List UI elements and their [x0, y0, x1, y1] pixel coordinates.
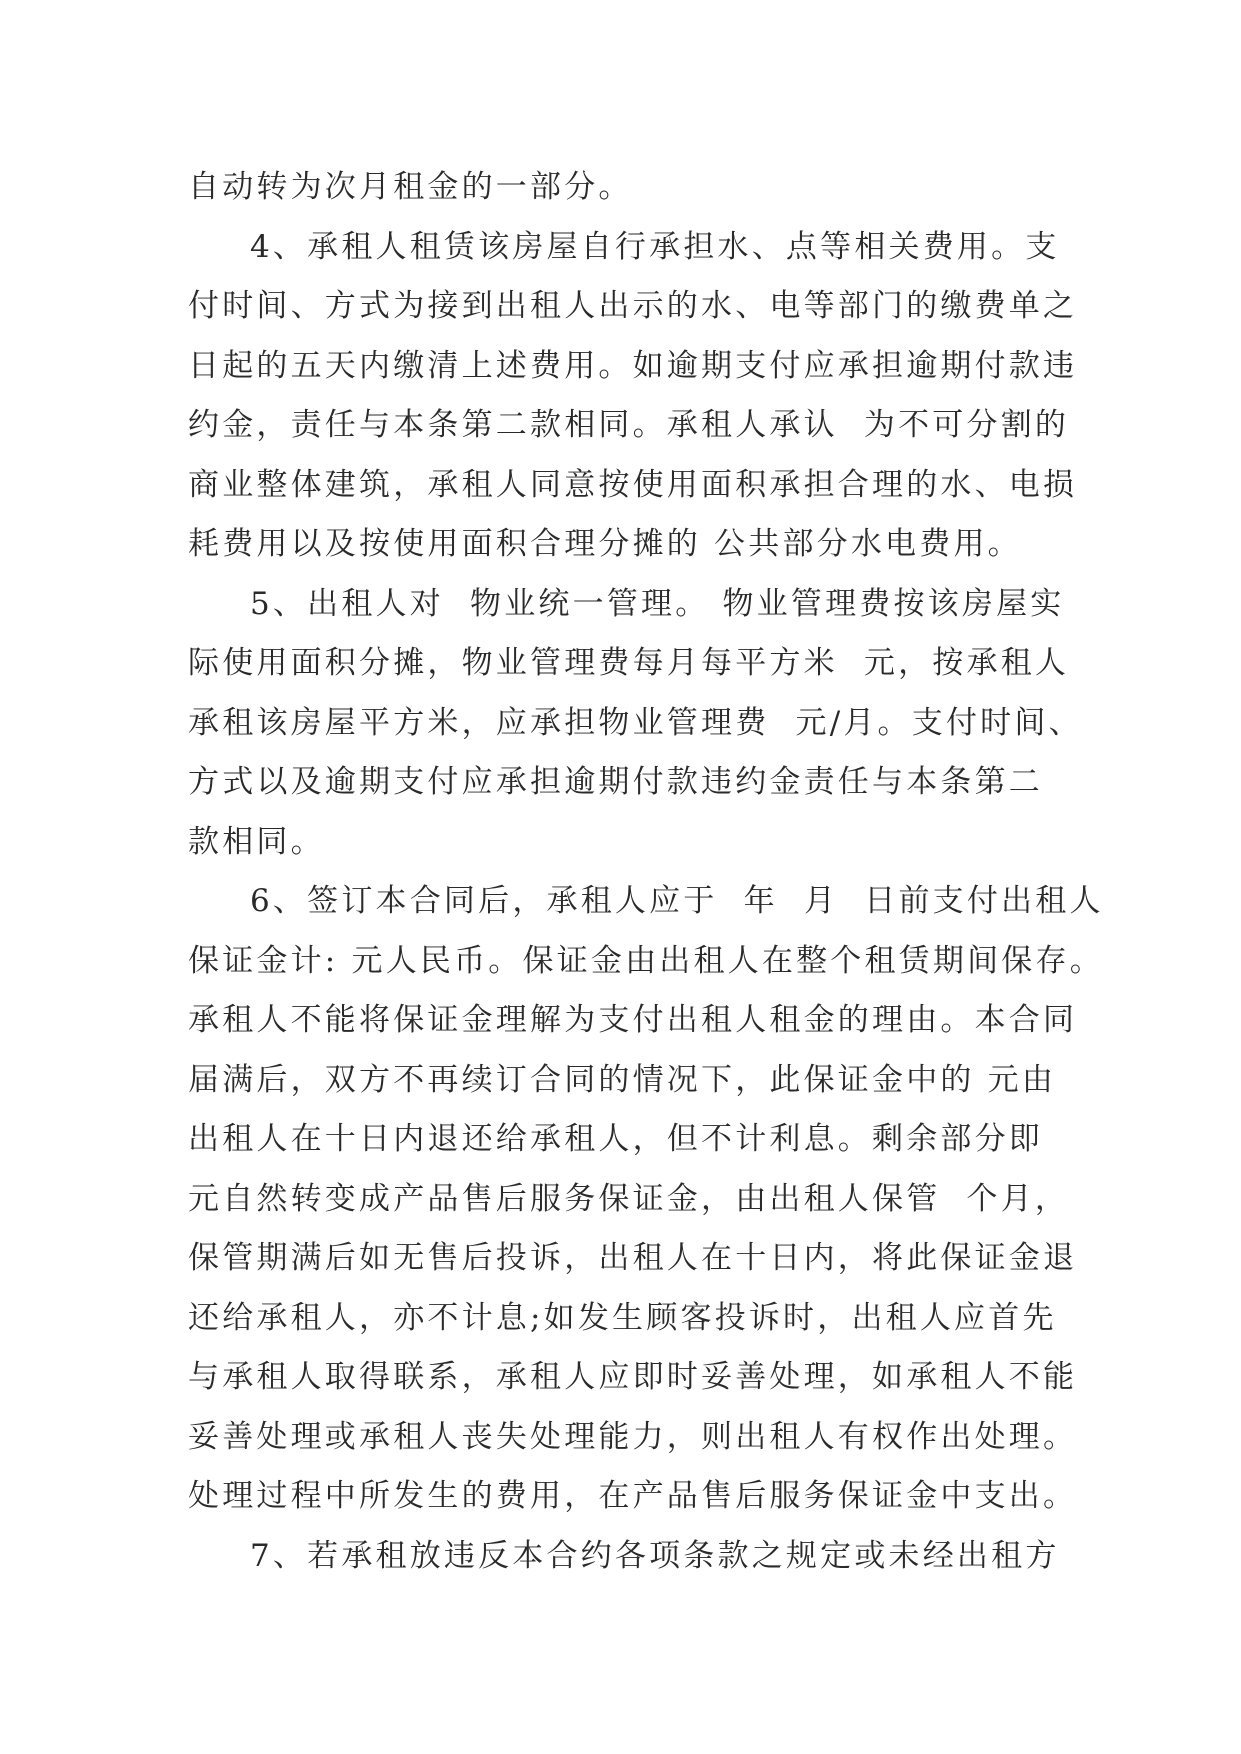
text-line: 与承租人取得联系，承租人应即时妥善处理，如承租人不能	[188, 1359, 1078, 1395]
clause-5-first-line: 5、出租人对 物业统一管理。 物业管理费按该房屋实	[250, 585, 1065, 622]
contract-body-text	[188, 158, 1188, 1586]
text-line: 耗费用以及按使用面积合理分摊的 公共部分水电费用。	[188, 526, 1022, 562]
clause-7-first-line: 7、若承租放违反本合约各项条款之规定或未经出租方	[250, 1537, 1060, 1574]
text-line: 际使用面积分摊，物业管理费每月每平方米 元，按承租人	[188, 645, 1070, 681]
text-line: 方式以及逾期支付应承担逾期付款违约金责任与本条第二	[188, 764, 1043, 800]
clause-4-first-line: 4、承租人租赁该房屋自行承担水、点等相关费用。支	[250, 228, 1060, 265]
text-line: 自动转为次月租金的一部分。	[188, 169, 633, 205]
text-line: 元自然转变成产品售后服务保证金，由出租人保管 个月，	[188, 1180, 1070, 1217]
text-line: 付时间、方式为接到出租人出示的水、电等部门的缴费单之	[188, 288, 1078, 324]
text-line: 保管期满后如无售后投诉，出租人在十日内，将此保证金退	[188, 1240, 1078, 1276]
text-line: 商业整体建筑，承租人同意按使用面积承担合理的水、电损	[188, 466, 1078, 503]
text-line: 款相同。	[188, 823, 325, 860]
text-line: 还给承租人，亦不计息;如发生顾客投诉时，出租人应首先	[188, 1299, 1057, 1336]
text-line: 处理过程中所发生的费用，在产品售后服务保证金中支出。	[188, 1478, 1078, 1514]
text-line: 妥善处理或承租人丧失处理能力，则出租人有权作出处理。	[188, 1418, 1078, 1455]
text-line: 约金，责任与本条第二款相同。承租人承认 为不可分割的	[188, 407, 1070, 443]
text-line: 承租该房屋平方米，应承担物业管理费 元/月。支付时间、	[188, 704, 1083, 741]
text-line: 日起的五天内缴清上述费用。如逾期支付应承担逾期付款违	[188, 347, 1078, 384]
text-line: 届满后，双方不再续订合同的情况下，此保证金中的 元由	[188, 1061, 1057, 1098]
clause-6-first-line: 6、签订本合同后，承租人应于 年 月 日前支付出租人	[250, 883, 1104, 919]
text-line: 承租人不能将保证金理解为支付出租人租金的理由。本合同	[188, 1002, 1078, 1038]
text-line: 出租人在十日内退还给承租人，但不计利息。剩余部分即	[188, 1121, 1043, 1157]
text-line: 保证金计: 元人民币。保证金由出租人在整个租赁期间保存。	[188, 942, 1104, 979]
